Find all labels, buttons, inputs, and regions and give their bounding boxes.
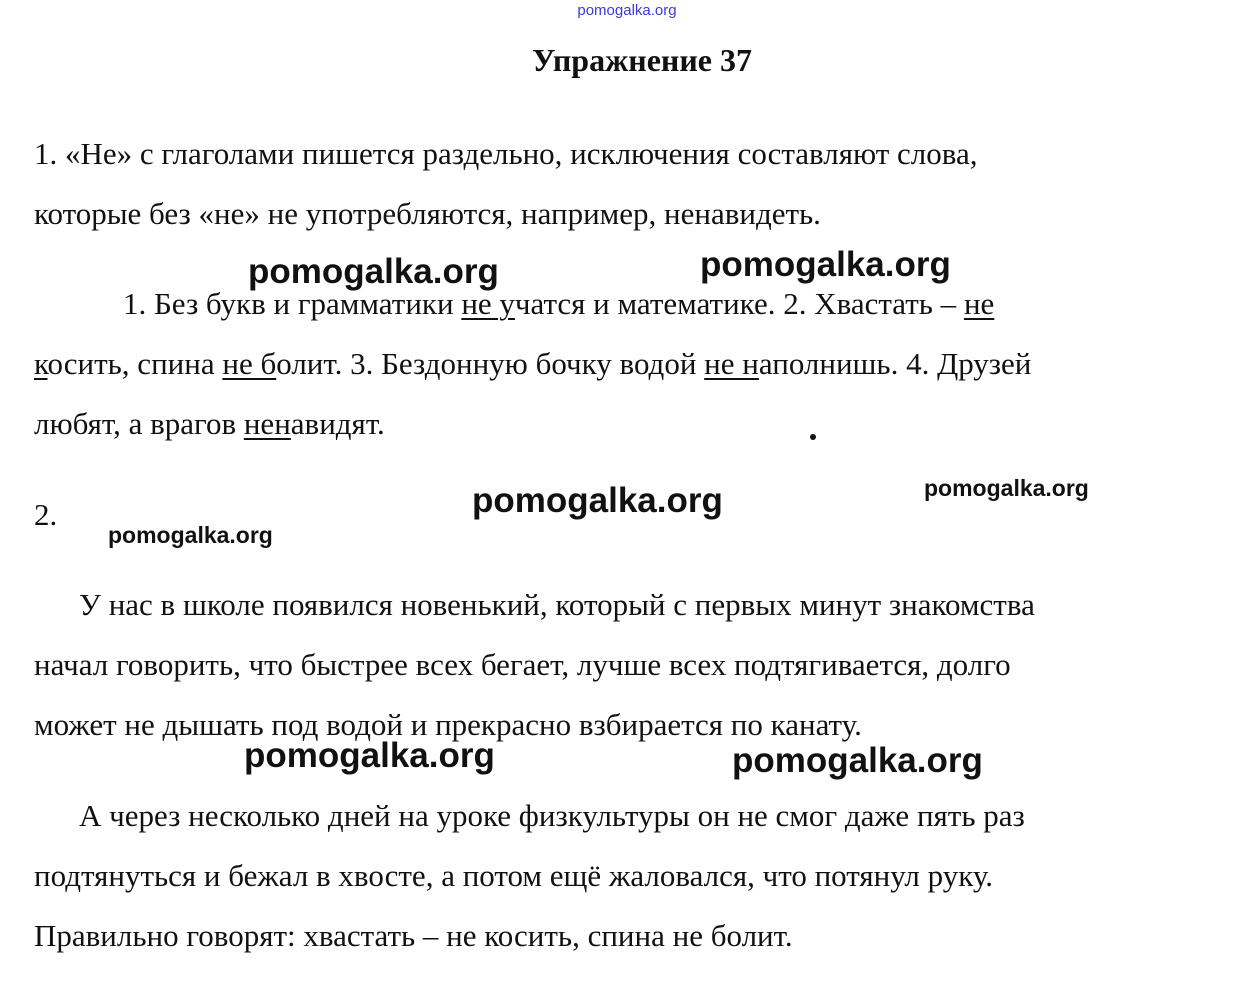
story-p2-line-1: А через несколько дней на уроке физкультуры он не смог даже пять раз (79, 798, 1025, 833)
example-line-2 (34, 346, 1031, 382)
example-line-3 (34, 406, 385, 442)
underlined-text: не (963, 286, 995, 321)
top-watermark: pomogalka.org (577, 2, 677, 19)
watermark: pomogalka.org (924, 475, 1089, 501)
example-text: любят, а врагов (34, 406, 244, 441)
example-text: чатся и математике. 2. Хвастать – (514, 286, 964, 321)
underlined-text: нен (243, 406, 291, 441)
page-title: Упражнение 37 (531, 42, 752, 78)
section-2-number: 2. (34, 497, 58, 532)
story-p1-line-3: может не дышать под водой и прекрасно взбирается по канату. (34, 707, 862, 742)
watermark: pomogalka.org (248, 252, 499, 291)
story-p2-line-2: подтянуться и бежал в хвосте, а потом ещё жаловался, что потянул руку. (34, 858, 993, 893)
stray-dot (810, 434, 816, 440)
underlined-text: не у (461, 286, 515, 321)
underlined-text: не н (704, 346, 759, 381)
example-text: авидят. (290, 406, 385, 441)
watermark: pomogalka.org (700, 245, 951, 284)
story-p1-line-1: У нас в школе появился новенький, который с первых минут знакомства (79, 587, 1035, 622)
watermark: pomogalka.org (244, 736, 495, 775)
example-text: аполнишь. 4. Друзей (758, 346, 1032, 381)
story-p2-line-3: Правильно говорят: хвастать – не косить, спина не болит. (34, 918, 793, 953)
underlined-text: к (34, 346, 48, 381)
watermark: pomogalka.org (108, 522, 273, 548)
example-text: осить, спина (47, 346, 223, 381)
watermark: pomogalka.org (732, 741, 983, 780)
underlined-text: не б (222, 346, 277, 381)
example-text: 1. Без букв и грамматики (123, 286, 462, 321)
story-p1-line-2: начал говорить, что быстрее всех бегает, лучше всех подтягивается, долго (34, 647, 1011, 682)
rule-line-1: 1. «Не» с глаголами пишется раздельно, исключения составляют слова, (34, 136, 978, 171)
rule-line-2: которые без «не» не употребляются, например, ненавидеть. (34, 196, 821, 231)
watermark: pomogalka.org (472, 481, 723, 520)
example-text: олит. 3. Бездонную бочку водой (276, 346, 705, 381)
